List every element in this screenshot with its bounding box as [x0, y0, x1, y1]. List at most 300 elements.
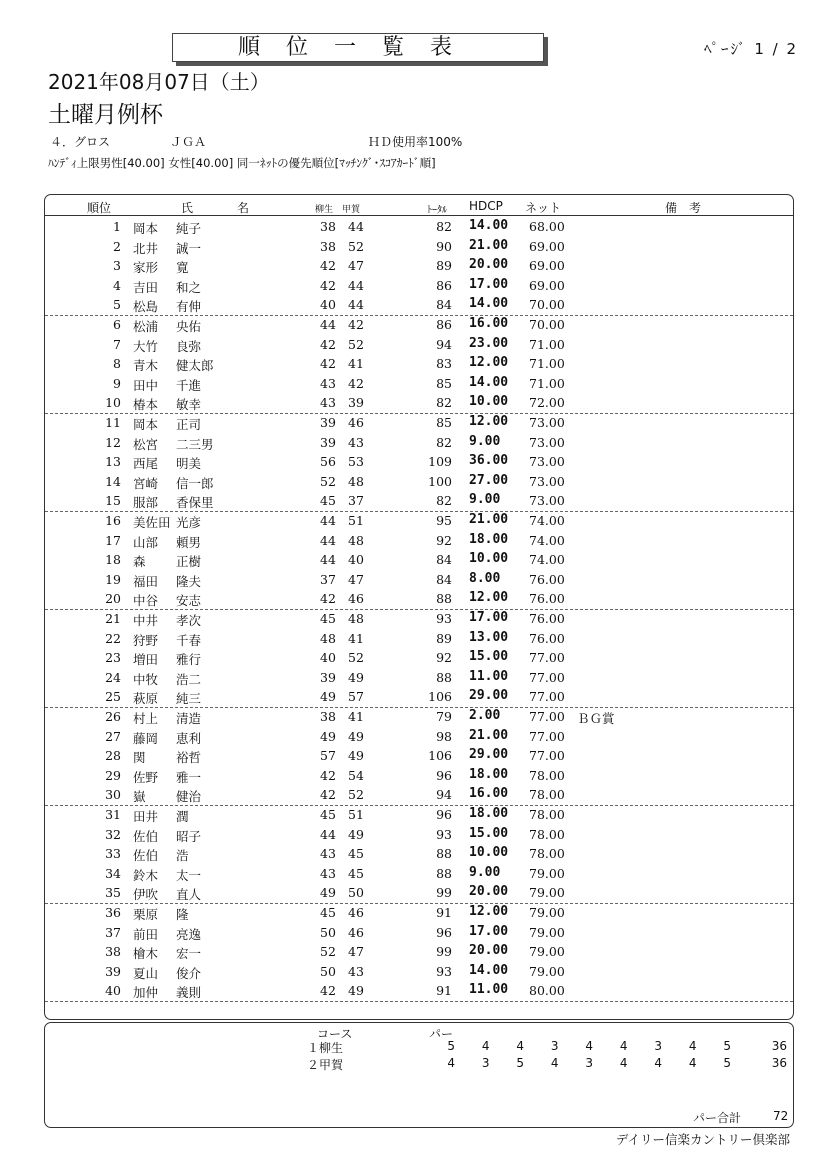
cell-rank: 17	[105, 532, 121, 548]
cell-net: 69.00	[529, 258, 565, 274]
cell-in: 44	[348, 277, 364, 293]
cell-in: 53	[348, 454, 364, 470]
cell-net: 78.00	[529, 787, 565, 803]
cell-first: 和之	[176, 279, 202, 295]
table-row	[45, 335, 793, 355]
table-row	[45, 923, 793, 943]
cell-hdcp: 9.00	[469, 864, 501, 880]
cell-in: 45	[348, 846, 364, 862]
cell-net: 76.00	[529, 630, 565, 646]
col-rank: 順位	[87, 201, 112, 215]
cell-rank: 26	[105, 709, 121, 724]
table-row	[45, 354, 793, 374]
cell-last: 佐伯	[133, 848, 159, 864]
cell-total: 106	[428, 689, 452, 705]
table-row	[45, 727, 793, 747]
cell-rank: 5	[113, 297, 121, 313]
cell-first: 敏幸	[176, 397, 202, 413]
table-row	[45, 942, 793, 962]
cell-net: 73.00	[529, 473, 565, 489]
cell-net: 74.00	[529, 552, 565, 568]
cell-total: 85	[436, 375, 452, 391]
cell-first: 宏一	[176, 946, 202, 962]
cell-net: 77.00	[529, 748, 565, 764]
course-name: １柳生	[307, 1041, 344, 1055]
cell-total: 88	[436, 591, 452, 607]
cell-in: 42	[348, 317, 364, 332]
cell-out: 38	[320, 238, 336, 254]
cell-first: 裕哲	[176, 750, 202, 766]
table-row	[45, 609, 793, 629]
cell-in: 49	[348, 669, 364, 685]
table-row	[45, 433, 793, 453]
cell-last: 増田	[133, 652, 159, 668]
cell-rank: 24	[105, 669, 121, 685]
col-name2: 名	[237, 201, 250, 215]
cell-total: 88	[436, 865, 452, 881]
cell-total: 100	[428, 473, 452, 489]
cell-net: 77.00	[529, 689, 565, 705]
cell-hdcp: 11.00	[469, 668, 509, 684]
hole-par: 5	[447, 1039, 455, 1053]
cell-total: 82	[436, 493, 452, 509]
cell-rank: 21	[105, 611, 121, 626]
cell-total: 82	[436, 434, 452, 450]
cell-first: 隆	[176, 907, 189, 922]
cell-in: 39	[348, 395, 364, 411]
cell-in: 48	[348, 473, 364, 489]
header-divider	[45, 215, 793, 216]
cell-in: 41	[348, 356, 364, 372]
cell-net: 71.00	[529, 356, 565, 372]
cell-total: 89	[436, 258, 452, 274]
table-row	[45, 237, 793, 257]
cell-rank: 12	[105, 434, 121, 450]
cell-hdcp: 20.00	[469, 884, 509, 900]
cell-first: 太一	[176, 867, 202, 883]
cell-hdcp: 12.00	[469, 904, 509, 919]
cell-total: 89	[436, 630, 452, 646]
cell-net: 70.00	[529, 297, 565, 313]
cell-last: 加仲	[133, 985, 159, 1001]
cell-rank: 4	[113, 277, 121, 293]
hole-par: 3	[585, 1056, 593, 1070]
cell-total: 84	[436, 571, 452, 587]
cell-last: 山部	[133, 534, 159, 550]
cell-out: 42	[320, 336, 336, 352]
cell-hdcp: 9.00	[469, 492, 501, 508]
cell-rank: 1	[113, 219, 121, 234]
cell-hdcp: 11.00	[469, 982, 509, 998]
hole-par: 4	[481, 1039, 490, 1053]
col-in: 甲賀	[342, 205, 361, 215]
cell-first: 昭子	[176, 828, 202, 844]
cell-first: 千進	[176, 377, 202, 393]
cell-first: 雅行	[176, 652, 202, 668]
cell-net: 77.00	[529, 728, 565, 744]
cell-last: 嶽	[133, 789, 146, 805]
cell-last: 西尾	[133, 456, 159, 472]
cell-last: 松浦	[133, 319, 159, 334]
cell-total: 93	[436, 611, 452, 626]
course-par-total: 36	[771, 1056, 787, 1070]
cell-out: 49	[320, 689, 336, 705]
cell-out: 52	[320, 473, 336, 489]
cell-out: 52	[320, 944, 336, 960]
cell-rank: 22	[105, 630, 121, 646]
cell-net: 78.00	[529, 807, 565, 822]
table-row	[45, 766, 793, 786]
cell-in: 46	[348, 415, 364, 430]
cell-last: 藤岡	[133, 730, 159, 746]
cell-net: 79.00	[529, 865, 565, 881]
cell-net: 76.00	[529, 591, 565, 607]
cell-first: 千春	[176, 632, 202, 648]
cell-total: 93	[436, 963, 452, 979]
cell-hdcp: 29.00	[469, 747, 509, 763]
cell-in: 51	[348, 513, 364, 528]
hole-par: 5	[723, 1039, 731, 1053]
cell-first: 健治	[176, 789, 202, 805]
cell-total: 88	[436, 669, 452, 685]
table-row	[45, 785, 793, 806]
cell-in: 40	[348, 552, 364, 568]
col-total: ﾄｰﾀﾙ	[427, 205, 447, 216]
cell-first: 信一郎	[176, 475, 214, 491]
col-hdcp: HDCP	[469, 199, 503, 213]
table-row	[45, 550, 793, 570]
cell-hdcp: 18.00	[469, 766, 509, 782]
cell-rank: 11	[105, 415, 121, 430]
cell-last: 前田	[133, 926, 159, 942]
cell-last: 田中	[133, 377, 159, 393]
cell-first: 明美	[176, 456, 202, 472]
cell-rank: 27	[105, 728, 121, 744]
table-row	[45, 393, 793, 414]
cell-out: 42	[320, 356, 336, 372]
cell-hdcp: 14.00	[469, 374, 509, 390]
cell-first: 潤	[176, 809, 189, 824]
table-row	[45, 276, 793, 296]
cell-net: 79.00	[529, 905, 565, 920]
cell-rank: 38	[105, 944, 121, 960]
cell-hdcp: 10.00	[469, 551, 509, 567]
hole-par: 4	[688, 1056, 697, 1070]
cell-last: 狩野	[133, 632, 159, 648]
par-total-label: パー合計	[693, 1111, 742, 1125]
cell-first: 亮逸	[176, 926, 202, 942]
table-row	[45, 256, 793, 276]
cell-first: 良弥	[176, 338, 202, 354]
cell-total: 96	[436, 807, 452, 822]
hole-par: 4	[447, 1056, 455, 1070]
cell-first: 正司	[176, 417, 202, 432]
cell-rank: 3	[113, 258, 121, 274]
cell-rank: 6	[113, 317, 121, 332]
cell-rank: 19	[105, 571, 121, 587]
cell-out: 42	[320, 258, 336, 274]
table-row	[45, 962, 793, 982]
cell-out: 45	[320, 905, 336, 920]
par-total-value: 72	[773, 1109, 789, 1123]
cell-net: 76.00	[529, 611, 565, 626]
table-row	[45, 374, 793, 394]
cell-out: 38	[320, 219, 336, 234]
cell-out: 50	[320, 924, 336, 940]
cell-out: 50	[320, 963, 336, 979]
cell-total: 84	[436, 552, 452, 568]
cell-rank: 20	[105, 591, 121, 607]
cell-last: 中井	[133, 613, 159, 628]
table-row	[45, 707, 793, 727]
hole-par: 5	[723, 1056, 731, 1070]
cell-last: 家形	[133, 260, 159, 276]
cell-first: 義則	[176, 985, 202, 1001]
cell-first: 純三	[176, 691, 202, 707]
cell-hdcp: 2.00	[469, 708, 501, 723]
cell-out: 39	[320, 415, 336, 430]
cell-net: 79.00	[529, 885, 565, 901]
cell-total: 99	[436, 944, 452, 960]
cell-last: 北井	[133, 240, 159, 256]
cell-rank: 32	[105, 826, 121, 842]
cell-in: 43	[348, 963, 364, 979]
table-row	[45, 668, 793, 688]
cell-last: 田井	[133, 809, 159, 824]
cell-last: 美佐田	[133, 515, 171, 530]
cell-last: 森	[133, 554, 146, 570]
club-name: デイリー信楽カントリー倶楽部	[615, 1132, 790, 1147]
table-row	[45, 217, 793, 237]
cell-first: 直人	[176, 887, 202, 903]
cell-rank: 34	[105, 865, 121, 881]
table-row	[45, 903, 793, 923]
cell-out: 44	[320, 532, 336, 548]
cell-net: 73.00	[529, 454, 565, 470]
cell-in: 46	[348, 924, 364, 940]
cell-hdcp: 14.00	[469, 218, 509, 233]
par-label: パー	[429, 1027, 454, 1041]
cell-net: 71.00	[529, 336, 565, 352]
cell-hdcp: 17.00	[469, 276, 509, 292]
cell-net: 78.00	[529, 826, 565, 842]
cell-hdcp: 10.00	[469, 845, 509, 861]
cell-last: 村上	[133, 711, 159, 726]
cell-total: 94	[436, 787, 452, 803]
cell-total: 90	[436, 238, 452, 254]
cell-total: 86	[436, 317, 452, 332]
cell-first: 浩	[176, 848, 189, 864]
cell-in: 52	[348, 787, 364, 803]
cell-in: 49	[348, 728, 364, 744]
cell-last: 鈴木	[133, 867, 159, 883]
cell-last: 萩原	[133, 691, 159, 707]
cell-net: 73.00	[529, 415, 565, 430]
cell-total: 85	[436, 415, 452, 430]
cell-in: 48	[348, 532, 364, 548]
cell-last: 青木	[133, 358, 159, 374]
table-row	[45, 864, 793, 884]
table-row	[45, 844, 793, 864]
cell-hdcp: 9.00	[469, 433, 501, 449]
cell-out: 38	[320, 709, 336, 724]
table-row	[45, 452, 793, 472]
cell-net: 73.00	[529, 493, 565, 509]
org-label: ＪＧＡ	[170, 135, 207, 149]
cell-in: 47	[348, 258, 364, 274]
cell-hdcp: 20.00	[469, 943, 509, 959]
cell-first: 純子	[176, 221, 202, 236]
cell-in: 43	[348, 434, 364, 450]
page-title: 順位一覧表	[172, 33, 544, 62]
cell-hdcp: 15.00	[469, 825, 509, 841]
col-name1: 氏	[181, 201, 194, 215]
cell-net: 79.00	[529, 944, 565, 960]
cell-net: 80.00	[529, 983, 565, 999]
cell-out: 45	[320, 611, 336, 626]
hole-par: 5	[516, 1056, 524, 1070]
cell-rank: 31	[105, 807, 121, 822]
cell-total: 106	[428, 748, 452, 764]
hole-par: 3	[481, 1056, 490, 1070]
cell-hdcp: 14.00	[469, 296, 509, 312]
cell-first: 健太郎	[176, 358, 214, 374]
cell-first: 正樹	[176, 554, 202, 570]
cell-in: 49	[348, 983, 364, 999]
cell-hdcp: 12.00	[469, 414, 509, 429]
hole-par: 4	[688, 1039, 697, 1053]
cell-in: 41	[348, 630, 364, 646]
col-notes: 備 考	[665, 201, 702, 215]
cell-rank: 30	[105, 787, 121, 803]
cell-total: 82	[436, 395, 452, 411]
cell-total: 94	[436, 336, 452, 352]
cell-rank: 36	[105, 905, 121, 920]
cell-in: 49	[348, 826, 364, 842]
cell-total: 79	[436, 709, 452, 724]
cell-out: 42	[320, 983, 336, 999]
cell-last: 佐伯	[133, 828, 159, 844]
cell-out: 44	[320, 513, 336, 528]
cell-total: 88	[436, 846, 452, 862]
cell-in: 49	[348, 748, 364, 764]
table-row	[45, 570, 793, 590]
cell-first: 央佑	[176, 319, 202, 334]
cell-in: 45	[348, 865, 364, 881]
cell-first: 雅一	[176, 769, 202, 785]
cell-net: 77.00	[529, 650, 565, 666]
course-par-total: 36	[771, 1039, 787, 1053]
cell-last: 福田	[133, 573, 159, 589]
cell-total: 98	[436, 728, 452, 744]
hole-par: 4	[654, 1056, 662, 1070]
cell-hdcp: 8.00	[469, 570, 501, 586]
cell-hdcp: 17.00	[469, 923, 509, 939]
cell-out: 40	[320, 650, 336, 666]
cell-rank: 23	[105, 650, 121, 666]
cell-hdcp: 29.00	[469, 688, 509, 704]
cell-last: 松島	[133, 299, 159, 315]
format-label: ４．グロス	[50, 135, 111, 149]
cell-rank: 40	[105, 983, 121, 999]
event-date: 2021年08月07日（土）	[48, 70, 270, 94]
cell-total: 95	[436, 513, 452, 528]
cell-total: 109	[428, 454, 452, 470]
cell-net: 70.00	[529, 317, 565, 332]
cell-in: 41	[348, 709, 364, 724]
cell-first: 俊介	[176, 965, 202, 981]
cell-in: 48	[348, 611, 364, 626]
cell-hdcp: 14.00	[469, 962, 509, 978]
cell-out: 44	[320, 552, 336, 568]
hole-par: 4	[619, 1039, 628, 1053]
cell-out: 37	[320, 571, 336, 587]
cell-out: 44	[320, 317, 336, 332]
cell-first: 浩二	[176, 671, 202, 687]
cell-net: 71.00	[529, 375, 565, 391]
table-row	[45, 589, 793, 610]
cell-total: 96	[436, 924, 452, 940]
cell-net: 74.00	[529, 532, 565, 548]
table-row	[45, 825, 793, 845]
cell-in: 54	[348, 767, 364, 783]
cell-hdcp: 17.00	[469, 610, 509, 625]
cell-rank: 25	[105, 689, 121, 705]
cell-rank: 7	[113, 336, 121, 352]
cell-last: 吉田	[133, 279, 159, 295]
table-row	[45, 805, 793, 825]
cell-rank: 16	[105, 513, 121, 528]
cell-total: 91	[436, 905, 452, 920]
cell-hdcp: 10.00	[469, 394, 509, 410]
cell-first: 寛	[176, 260, 189, 276]
cell-hdcp: 21.00	[469, 512, 509, 527]
cell-out: 42	[320, 787, 336, 803]
table-row	[45, 981, 793, 1002]
cell-first: 誠一	[176, 240, 202, 256]
cell-total: 92	[436, 532, 452, 548]
cell-first: 安志	[176, 593, 202, 609]
cell-net: 74.00	[529, 513, 565, 528]
cell-out: 40	[320, 297, 336, 313]
cell-first: 有伸	[176, 299, 202, 315]
cell-rank: 10	[105, 395, 121, 411]
course-label: コース	[317, 1027, 353, 1041]
cell-net: 73.00	[529, 434, 565, 450]
cell-in: 37	[348, 493, 364, 509]
cell-first: 孝次	[176, 613, 202, 628]
table-row	[45, 491, 793, 512]
cell-rank: 28	[105, 748, 121, 764]
cell-first: 清造	[176, 711, 202, 726]
cell-rank: 9	[113, 375, 121, 391]
cell-hdcp: 21.00	[469, 237, 509, 253]
cell-net: 79.00	[529, 963, 565, 979]
cell-out: 45	[320, 493, 336, 509]
cell-last: 檜木	[133, 946, 159, 962]
cell-net: 77.00	[529, 669, 565, 685]
cell-in: 52	[348, 650, 364, 666]
table-row	[45, 472, 793, 492]
cell-last: 松宮	[133, 436, 159, 452]
cell-rank: 37	[105, 924, 121, 940]
cell-total: 86	[436, 277, 452, 293]
cell-out: 48	[320, 630, 336, 646]
cell-out: 39	[320, 434, 336, 450]
cell-last: 中谷	[133, 593, 159, 609]
cell-out: 39	[320, 669, 336, 685]
cell-hdcp: 18.00	[469, 531, 509, 547]
